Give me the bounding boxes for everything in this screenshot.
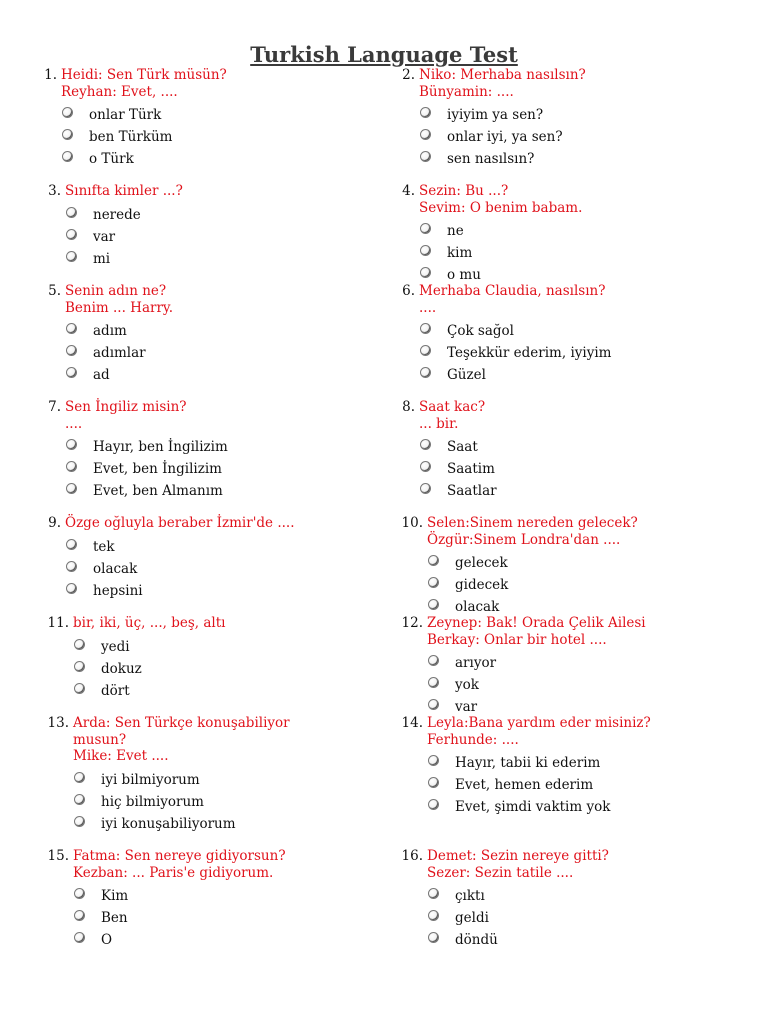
radio-button[interactable]: [420, 151, 431, 162]
radio-button[interactable]: [420, 345, 431, 356]
radio-button[interactable]: [428, 932, 439, 943]
option-label: o Türk: [89, 151, 134, 167]
question-4: [402, 183, 583, 286]
answer-option[interactable]: [65, 342, 173, 364]
option-label: Güzel: [447, 367, 486, 383]
question-3: [48, 183, 183, 270]
answer-option[interactable]: [427, 885, 609, 907]
question-1: [44, 67, 227, 170]
option-label: hiç bilmiyorum: [101, 793, 204, 810]
option-label: olacak: [455, 599, 500, 615]
option-label: kim: [447, 245, 473, 261]
option-label: çıktı: [455, 888, 485, 904]
option-label: ben Türküm: [89, 129, 173, 145]
question-stem: Merhaba Claudia, nasılsın? ....: [419, 283, 606, 316]
option-label: geldi: [455, 910, 489, 926]
option-label: ne: [447, 223, 464, 239]
question-number: 6.: [402, 283, 415, 299]
option-label: Teşekkür ederim, iyiyim: [447, 345, 612, 361]
radio-button[interactable]: [66, 561, 77, 572]
answer-option[interactable]: [73, 929, 286, 951]
radio-button[interactable]: [74, 932, 85, 943]
question-6: [402, 283, 612, 386]
answer-option[interactable]: [65, 320, 173, 342]
radio-button[interactable]: [66, 207, 77, 218]
radio-button[interactable]: [66, 323, 77, 334]
answer-option[interactable]: [73, 885, 286, 907]
radio-button[interactable]: [66, 439, 77, 450]
radio-button[interactable]: [74, 683, 85, 694]
option-label: dört: [101, 682, 130, 699]
option-label: tek: [93, 538, 115, 555]
option-label: Saatim: [447, 461, 495, 477]
question-9: [48, 515, 295, 602]
option-label: yedi: [101, 638, 130, 655]
option-label: mi: [93, 250, 111, 267]
option-label: arıyor: [455, 655, 497, 671]
radio-button[interactable]: [428, 555, 439, 566]
answer-option[interactable]: [419, 148, 586, 170]
option-label: olacak: [93, 560, 138, 577]
radio-button[interactable]: [74, 910, 85, 921]
radio-button[interactable]: [420, 367, 431, 378]
radio-button[interactable]: [428, 777, 439, 788]
radio-button[interactable]: [74, 794, 85, 805]
question-stem: Arda: Sen Türkçe konuşabiliyor musun? Mike: Evet ....: [73, 715, 290, 764]
answer-option[interactable]: [73, 769, 290, 791]
option-label: döndü: [455, 932, 498, 948]
radio-button[interactable]: [428, 799, 439, 810]
question-stem: Heidi: Sen Türk müsün? Reyhan: Evet, ....: [61, 67, 227, 100]
question-10: [401, 515, 638, 618]
option-label: onlar Türk: [89, 107, 162, 123]
option-label: yok: [455, 677, 479, 693]
question-14: [401, 715, 651, 818]
option-label: hepsini: [93, 582, 143, 599]
question-number: 8.: [402, 399, 415, 415]
question-12: [401, 615, 646, 718]
option-label: Hayır, tabii ki ederim: [455, 755, 601, 771]
answer-option[interactable]: [427, 752, 651, 774]
answer-option[interactable]: [419, 342, 612, 364]
question-8: [402, 399, 497, 502]
answer-option[interactable]: [427, 774, 651, 796]
answer-option[interactable]: [73, 813, 290, 835]
question-number: 9.: [48, 515, 61, 531]
question-number: 15.: [47, 848, 69, 864]
radio-button[interactable]: [420, 461, 431, 472]
question-stem: Demet: Sezin nereye gitti? Sezer: Sezin tatile ....: [427, 848, 609, 881]
radio-button[interactable]: [428, 888, 439, 899]
radio-button[interactable]: [66, 251, 77, 262]
question-number: 4.: [402, 183, 415, 199]
radio-button[interactable]: [428, 677, 439, 688]
radio-button[interactable]: [66, 583, 77, 594]
answer-option[interactable]: [419, 458, 495, 480]
question-number: 16.: [401, 848, 423, 864]
radio-button[interactable]: [66, 461, 77, 472]
question-number: 2.: [402, 67, 415, 83]
radio-button[interactable]: [428, 577, 439, 588]
option-label: var: [93, 228, 116, 245]
page-title: Turkish Language Test: [250, 42, 518, 67]
answer-option[interactable]: [65, 458, 222, 480]
answer-option[interactable]: [65, 226, 183, 248]
question-11: [47, 615, 226, 702]
radio-button[interactable]: [66, 483, 77, 494]
radio-button[interactable]: [66, 345, 77, 356]
radio-button[interactable]: [420, 245, 431, 256]
radio-button[interactable]: [74, 639, 85, 650]
answer-option[interactable]: [73, 907, 286, 929]
question-number: 10.: [401, 515, 423, 531]
question-number: 14.: [401, 715, 423, 731]
option-label: dokuz: [101, 660, 142, 677]
option-label: sen nasılsın?: [447, 151, 535, 167]
radio-button[interactable]: [428, 755, 439, 766]
question-13: [47, 715, 290, 835]
option-label: Saat: [447, 439, 478, 455]
question-stem: Leyla:Bana yardım eder misiniz? Ferhunde: ....: [427, 715, 651, 748]
answer-option[interactable]: [65, 204, 183, 226]
question-number: 5.: [48, 283, 61, 299]
radio-button[interactable]: [420, 267, 431, 278]
answer-option[interactable]: [73, 791, 290, 813]
answer-option[interactable]: [419, 220, 582, 242]
option-label: Evet, hemen ederim: [455, 777, 594, 793]
option-label: nerede: [93, 206, 141, 223]
answer-option[interactable]: [61, 104, 227, 126]
answer-option[interactable]: [65, 558, 295, 580]
answer-option[interactable]: [427, 929, 609, 951]
answer-option[interactable]: [65, 536, 295, 558]
option-label: Çok sağol: [447, 323, 514, 339]
option-label: Kim: [101, 888, 129, 904]
answer-option[interactable]: [419, 126, 586, 148]
answer-option[interactable]: [427, 652, 646, 674]
option-label: iyi bilmiyorum: [101, 771, 200, 788]
answer-option[interactable]: [73, 680, 225, 702]
answer-option[interactable]: [419, 242, 582, 264]
question-15: [47, 848, 286, 951]
radio-button[interactable]: [420, 323, 431, 334]
question-5: [48, 283, 174, 386]
question-number: 11.: [47, 615, 69, 631]
radio-button[interactable]: [62, 129, 73, 140]
answer-option[interactable]: [427, 552, 638, 574]
answer-option[interactable]: [65, 248, 183, 270]
answer-option[interactable]: [419, 480, 497, 502]
radio-button[interactable]: [62, 107, 73, 118]
question-stem: bir, iki, üç, ..., beş, altı: [73, 615, 226, 631]
question-stem: Fatma: Sen nereye gidiyorsun? Kezban: ... Paris'e gidiyorum.: [73, 848, 286, 881]
option-label: Evet, ben İngilizim: [93, 461, 222, 477]
radio-button[interactable]: [428, 699, 439, 710]
question-number: 1.: [44, 67, 57, 83]
question-stem: Özge oğluyla beraber İzmir'de ....: [65, 515, 295, 531]
question-stem: Selen:Sinem nereden gelecek? Özgür:Sinem Londra'dan ....: [427, 515, 638, 548]
question-stem: Niko: Merhaba nasılsın? Bünyamin: ....: [419, 67, 586, 100]
option-label: var: [455, 699, 478, 715]
answer-option[interactable]: [419, 436, 485, 458]
question-stem: Sen İngiliz misin? ....: [65, 399, 187, 432]
radio-button[interactable]: [420, 129, 431, 140]
option-label: O: [101, 932, 113, 948]
answer-option[interactable]: [419, 320, 605, 342]
answer-option[interactable]: [73, 636, 225, 658]
option-label: onlar iyi, ya sen?: [447, 129, 563, 145]
option-label: adım: [93, 323, 127, 339]
option-label: adımlar: [93, 345, 146, 361]
question-number: 7.: [48, 399, 61, 415]
answer-option[interactable]: [419, 364, 605, 386]
answer-option[interactable]: [427, 574, 638, 596]
question-2: [402, 67, 586, 170]
question-number: 13.: [47, 715, 69, 731]
answer-option[interactable]: [427, 796, 651, 818]
question-stem: Sezin: Bu ...? Sevim: O benim babam.: [419, 183, 583, 216]
option-label: Evet, şimdi vaktim yok: [455, 799, 611, 815]
radio-button[interactable]: [428, 910, 439, 921]
radio-button[interactable]: [420, 223, 431, 234]
question-stem: Saat kac? ... bir.: [419, 399, 486, 432]
radio-button[interactable]: [66, 539, 77, 550]
answer-option[interactable]: [427, 674, 646, 696]
option-label: ad: [93, 367, 110, 383]
question-stem: Sınıfta kimler ...?: [65, 183, 183, 199]
radio-button[interactable]: [428, 599, 439, 610]
answer-option[interactable]: [65, 580, 295, 602]
answer-option[interactable]: [73, 658, 225, 680]
option-label: iyi konuşabiliyorum: [101, 815, 236, 832]
radio-button[interactable]: [420, 439, 431, 450]
question-stem: Zeynep: Bak! Orada Çelik Ailesi Berkay: Onlar bir hotel ....: [427, 615, 646, 648]
answer-option[interactable]: [427, 907, 609, 929]
radio-button[interactable]: [74, 888, 85, 899]
question-number: 3.: [48, 183, 61, 199]
answer-option[interactable]: [61, 148, 227, 170]
question-stem: Senin adın ne? Benim ... Harry.: [65, 283, 174, 316]
radio-button[interactable]: [74, 772, 85, 783]
option-label: gelecek: [455, 555, 508, 571]
radio-button[interactable]: [66, 229, 77, 240]
radio-button[interactable]: [66, 367, 77, 378]
radio-button[interactable]: [420, 483, 431, 494]
answer-option[interactable]: [419, 104, 586, 126]
answer-option[interactable]: [65, 480, 223, 502]
option-label: Saatlar: [447, 483, 497, 499]
option-label: o mu: [447, 267, 481, 283]
radio-button[interactable]: [420, 107, 431, 118]
answer-option[interactable]: [65, 364, 173, 386]
question-7: [48, 399, 228, 502]
option-label: iyiyim ya sen?: [447, 107, 544, 123]
radio-button[interactable]: [74, 661, 85, 672]
radio-button[interactable]: [62, 151, 73, 162]
option-label: gidecek: [455, 577, 509, 593]
question-16: [401, 848, 609, 951]
radio-button[interactable]: [74, 816, 85, 827]
option-label: Evet, ben Almanım: [93, 483, 223, 499]
question-number: 12.: [401, 615, 423, 631]
radio-button[interactable]: [428, 655, 439, 666]
answer-option[interactable]: [61, 126, 227, 148]
option-label: Ben: [101, 910, 128, 926]
answer-option[interactable]: [65, 436, 228, 458]
option-label: Hayır, ben İngilizim: [93, 439, 228, 455]
